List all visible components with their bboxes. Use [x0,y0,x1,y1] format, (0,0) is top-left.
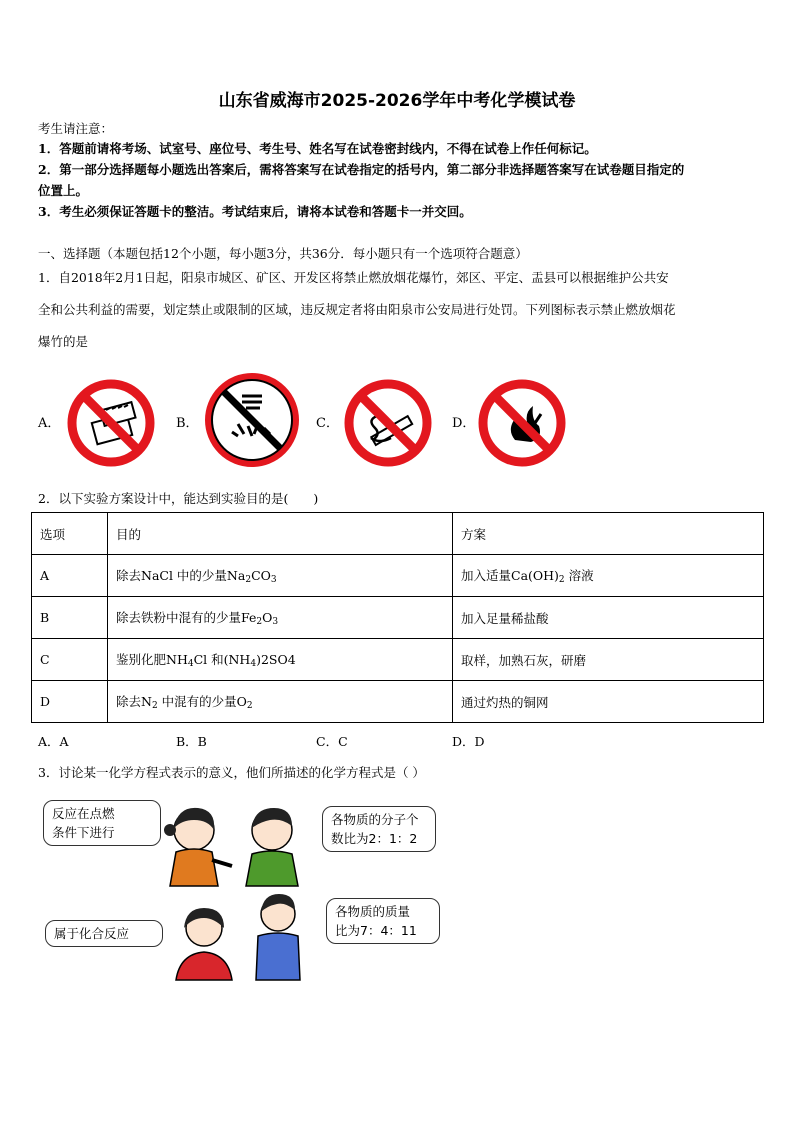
notice-heading: 考生请注意： [38,121,114,136]
student-girl-2-illustration [168,902,240,982]
table-row [32,555,764,597]
row-goal: 除去NaCl 中的少量$Na_2CO_3$ [108,555,453,597]
q2-answer-b: B．B [176,734,207,749]
q2-stem: 2．以下实验方案设计中，能达到实验目的是( ) [38,491,319,506]
no-smoking-icon [341,376,435,470]
q1-option-b-label: B． [176,416,199,431]
speech-bubble-2: 各物质的分子个 数比为2：1：2 [322,806,436,852]
q1-option-a-label: A． [38,416,61,431]
row-plan: 通过灼热的铜网 [453,681,764,723]
student-boy-1-illustration [238,800,308,890]
no-matches-icon [64,376,158,470]
speech-bubble-1: 反应在点燃 条件下进行 [43,800,161,846]
q2-answer-d: D．D [452,734,485,749]
q1-line-2: 全和公共利益的需要，划定禁止或限制的区域，违反规定者将由阳泉市公安局进行处罚。下列图标表示禁止燃放烟花 [38,302,676,317]
table-row [32,639,764,681]
section-heading: 一、选择题（本题包括12个小题，每小题3分，共36分．每小题只有一个选项符合题意） [38,246,528,261]
row-plan: 加入适量$Ca(OH)_2$ 溶液 [453,555,764,597]
row-plan: 取样，加熟石灰，研磨 [453,639,764,681]
speech-bubble-3: 属于化合反应 [45,920,163,947]
q3-stem: 3．讨论某一化学方程式表示的意义，他们所描述的化学方程式是（ ） [38,765,425,780]
row-option: A [32,555,108,597]
q2-answer-a: A．A [38,734,69,749]
table-header-row [32,513,764,555]
q1-option-d-label: D． [452,416,476,431]
row-plan: 加入足量稀盐酸 [453,597,764,639]
page-title: 山东省威海市2025-2026学年中考化学模试卷 [218,91,576,111]
notice-item-1: 1．答题前请将考场、试室号、座位号、考生号、姓名写在试卷密封线内，不得在试卷上作任何标记。 [38,141,597,156]
q2-answer-c: C．C [316,734,348,749]
notice-item-2: 2．第一部分选择题每小题选出答案后，需将答案写在试卷指定的括号内，第二部分非选择题答案写在试卷题目指定的 [38,162,685,177]
row-goal: 除去$N_2$ 中混有的少量$O_2$ [108,681,453,723]
no-open-flame-icon [475,376,569,470]
row-option: D [32,681,108,723]
row-option: B [32,597,108,639]
q1-line-1: 1．自2018年2月1日起，阳泉市城区、矿区、开发区将禁止燃放烟花爆竹，郊区、平定、盂县可以根据维护公共安 [38,270,669,285]
header-plan: 方案 [453,513,764,555]
row-goal: 鉴别化肥$NH_4Cl$ 和$(NH_4)2SO4$ [108,639,453,681]
speech-bubble-4: 各物质的质量 比为7：4：11 [326,898,440,944]
table-row [32,597,764,639]
header-goal: 目的 [108,513,453,555]
row-option: C [32,639,108,681]
no-fireworks-icon [202,370,302,470]
q1-option-c-label: C． [316,416,339,431]
experiment-table [31,512,764,723]
header-option: 选项 [32,513,108,555]
row-goal: 除去铁粉中混有的少量$Fe_2O_3$ [108,597,453,639]
student-girl-illustration [152,800,242,890]
notice-item-3: 3．考生必须保证答题卡的整洁。考试结束后，请将本试卷和答题卡一并交回。 [38,204,472,219]
student-boy-2-illustration [250,890,306,982]
table-row [32,681,764,723]
q1-line-3: 爆竹的是 [38,334,89,349]
notice-item-2-cont: 位置上。 [38,183,89,198]
